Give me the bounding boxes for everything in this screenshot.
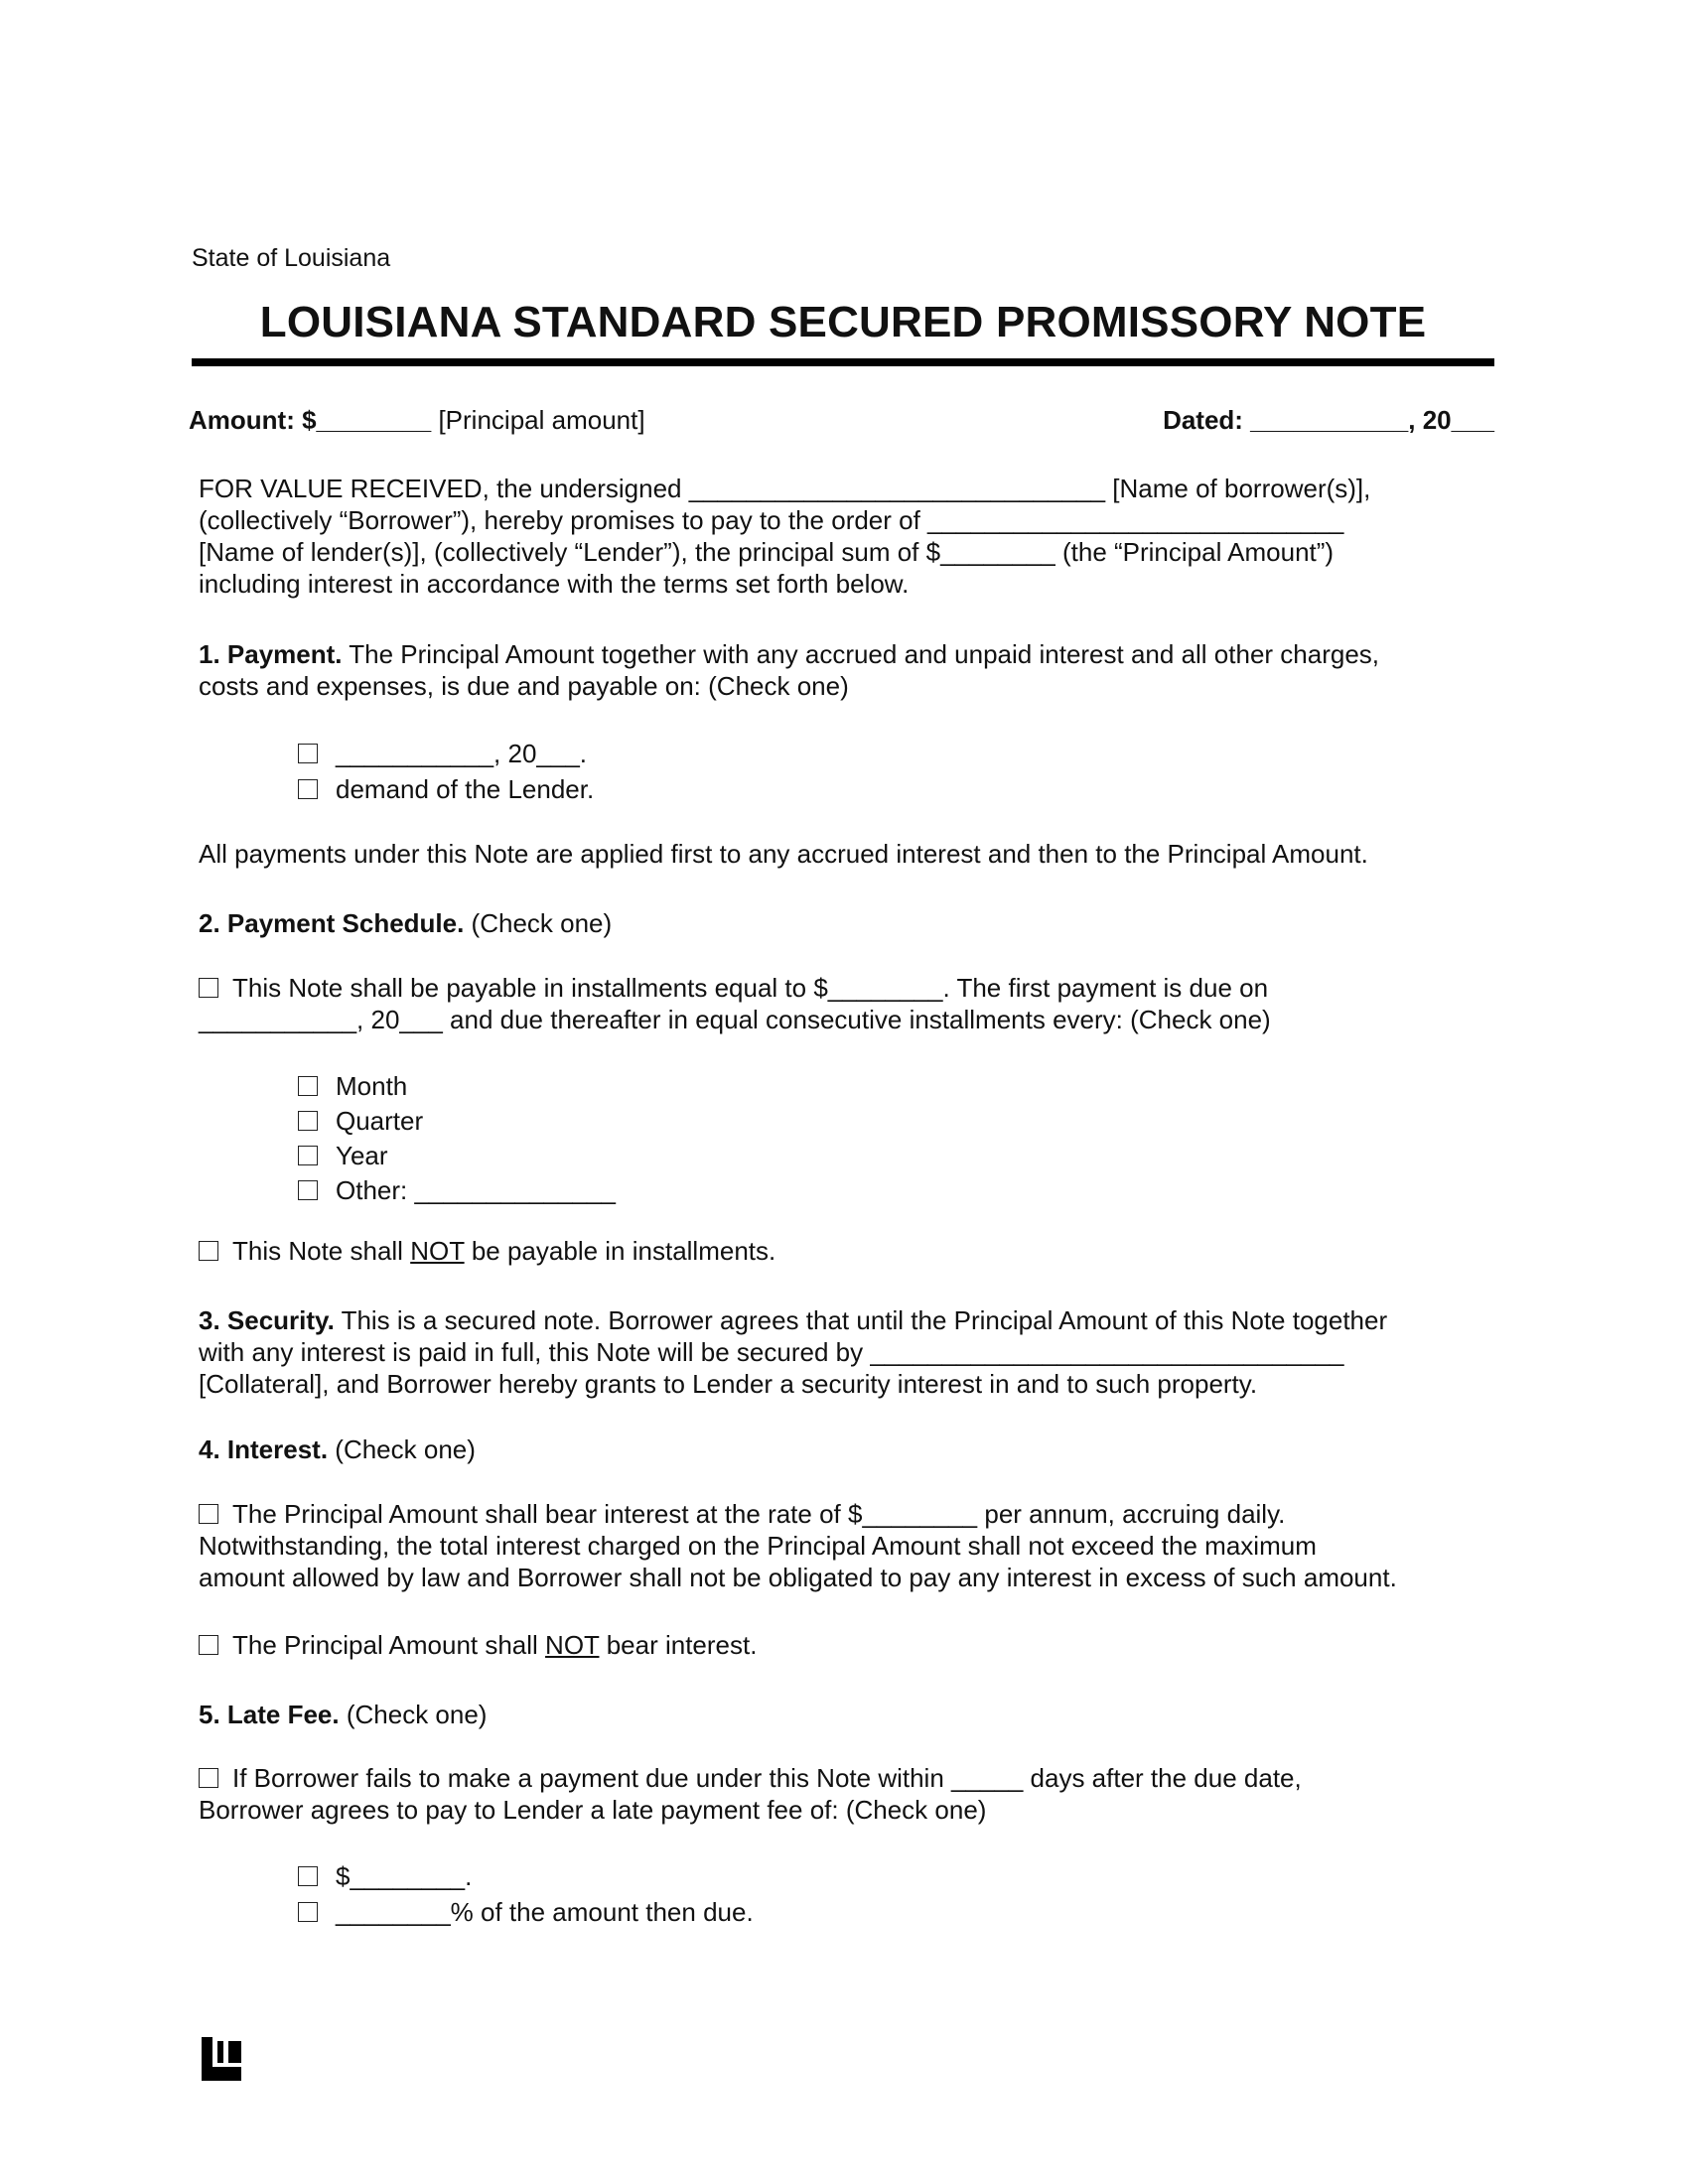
section-text: with any interest is paid in full, this Note will be secured by _________________________________ xyxy=(199,1337,1344,1367)
intro-line: (collectively “Borrower”), hereby promises to pay to the order of _____________________________ xyxy=(199,505,1344,535)
option-label: be payable in installments. xyxy=(464,1236,776,1266)
option-label: This Note shall be payable in installments equal to $________. The first payment is due on xyxy=(232,973,1269,1003)
dated-line: Dated: ___________, 20___ xyxy=(1163,405,1494,435)
section-text: costs and expenses, is due and payable on: (Check one) xyxy=(199,671,849,701)
option-label: Borrower agrees to pay to Lender a late payment fee of: (Check one) xyxy=(199,1795,987,1825)
checkbox[interactable] xyxy=(298,1866,318,1886)
not-emphasis: NOT xyxy=(410,1236,465,1266)
checkbox[interactable] xyxy=(199,1504,218,1524)
section-schedule xyxy=(199,907,1494,939)
section-interest xyxy=(199,1433,1494,1465)
checkbox[interactable] xyxy=(199,978,218,998)
frequency-option-other[interactable] xyxy=(298,1173,616,1208)
checkbox[interactable] xyxy=(298,1111,318,1131)
checkbox[interactable] xyxy=(298,1076,318,1096)
amount-line xyxy=(189,405,645,436)
option-label: bear interest. xyxy=(599,1630,758,1660)
late-fee-option-percent[interactable] xyxy=(298,1894,754,1930)
title-rule xyxy=(192,358,1494,366)
option-label: demand of the Lender. xyxy=(336,774,595,804)
payment-option-date[interactable] xyxy=(298,736,594,771)
option-label: This Note shall xyxy=(232,1236,411,1266)
late-fee-option-flat[interactable] xyxy=(298,1858,754,1894)
checkbox[interactable] xyxy=(298,744,318,763)
option-label: The Principal Amount shall bear interest at the rate of $________ per annum, accruing daily. xyxy=(232,1499,1286,1529)
section-heading: 3. Security. xyxy=(199,1305,335,1335)
document-title: LOUISIANA STANDARD SECURED PROMISSORY NOTE xyxy=(259,298,1427,346)
section-text: (Check one) xyxy=(328,1434,476,1464)
brand-logo-icon xyxy=(202,2037,241,2081)
section-late-fee xyxy=(199,1699,1494,1730)
frequency-option-year[interactable] xyxy=(298,1139,616,1173)
intro-line: including interest in accordance with the terms set forth below. xyxy=(199,569,910,599)
option-label: Notwithstanding, the total interest charged on the Principal Amount shall not exceed the maximum xyxy=(199,1531,1317,1561)
section-text: The Principal Amount together with any accrued and unpaid interest and all other charges, xyxy=(342,639,1380,669)
option-label: The Principal Amount shall xyxy=(232,1630,546,1660)
option-label: Month xyxy=(336,1071,408,1101)
section-heading: 2. Payment Schedule. xyxy=(199,908,465,938)
section-payment xyxy=(199,638,1494,702)
option-label: Quarter xyxy=(336,1106,424,1136)
amount-hint: [Principal amount] xyxy=(431,405,645,435)
checkbox[interactable] xyxy=(199,1241,218,1261)
installments-option xyxy=(199,972,1494,1035)
payment-options xyxy=(298,736,594,807)
intro-paragraph xyxy=(199,473,1494,600)
checkbox[interactable] xyxy=(199,1768,218,1788)
not-emphasis: NOT xyxy=(545,1630,600,1660)
option-label: ___________, 20___. xyxy=(336,739,588,768)
option-label: If Borrower fails to make a payment due under this Note within _____ days after the due date, xyxy=(232,1763,1302,1793)
section-security xyxy=(199,1304,1494,1400)
amount-label: Amount: $________ xyxy=(189,405,432,435)
checkbox[interactable] xyxy=(298,1180,318,1200)
option-label: ___________, 20___ and due thereafter in equal consecutive installments every: (Check one) xyxy=(199,1005,1271,1034)
option-label: $________. xyxy=(336,1861,473,1891)
option-label: ________% of the amount then due. xyxy=(336,1897,754,1927)
section-text: This is a secured note. Borrower agrees that until the Principal Amount of this Note together xyxy=(334,1305,1388,1335)
frequency-option-quarter[interactable] xyxy=(298,1104,616,1139)
section-text: [Collateral], and Borrower hereby grants to Lender a security interest in and to such property. xyxy=(199,1369,1258,1399)
payment-option-demand[interactable] xyxy=(298,771,594,807)
section-heading: 1. Payment. xyxy=(199,639,343,669)
section-text: (Check one) xyxy=(464,908,613,938)
no-interest-option xyxy=(199,1629,1494,1661)
late-fee-option xyxy=(199,1762,1494,1826)
intro-line: FOR VALUE RECEIVED, the undersigned _____________________________ [Name of borrower(s)], xyxy=(199,474,1371,503)
frequency-options xyxy=(298,1069,616,1208)
late-fee-amount-options xyxy=(298,1858,754,1930)
checkbox[interactable] xyxy=(298,1902,318,1922)
intro-line: [Name of lender(s)], (collectively “Lender”), the principal sum of $________ (the “Principal Amount”) xyxy=(199,537,1335,567)
section-text: (Check one) xyxy=(339,1700,488,1729)
checkbox[interactable] xyxy=(199,1635,218,1655)
payment-note: All payments under this Note are applied first to any accrued interest and then to the Principal Amount. xyxy=(199,839,1368,869)
state-label: State of Louisiana xyxy=(192,244,391,272)
checkbox[interactable] xyxy=(298,1146,318,1165)
section-heading: 4. Interest. xyxy=(199,1434,329,1464)
option-label: Year xyxy=(336,1141,388,1170)
option-label: amount allowed by law and Borrower shall not be obligated to pay any interest in excess of such amount. xyxy=(199,1563,1397,1592)
section-heading: 5. Late Fee. xyxy=(199,1700,340,1729)
no-installments-option xyxy=(199,1235,1494,1267)
checkbox[interactable] xyxy=(298,779,318,799)
option-label: Other: ______________ xyxy=(336,1175,616,1205)
interest-option xyxy=(199,1498,1494,1593)
frequency-option-month[interactable] xyxy=(298,1069,616,1104)
